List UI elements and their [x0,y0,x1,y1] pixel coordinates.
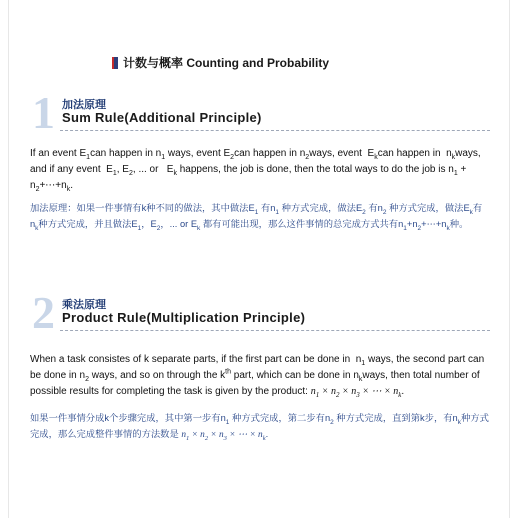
dashed-divider [60,330,490,331]
header-bar-icon [114,57,118,69]
section-sum-rule [30,87,490,232]
right-margin-line [509,0,510,518]
section-title-en: Product Rule(Multiplication Principle) [62,310,306,325]
section-heading [30,287,490,338]
section-title-cn: 乘法原理 [62,299,106,311]
section-title-cn: 加法原理 [62,99,106,111]
product-rule-chinese-text: 如果一件事情分成k个步骤完成，其中第一步有$n_1$ 种方式完成，第二步有$n_2$ 种方式完成，直到第k步，有$n_k$种方式完成，那么完成整件事情的方法数是 $n_1 \times n_2 \times n_3$ × ⋯ × $n_k$. [30,413,489,442]
section-number: 2 [32,287,55,338]
section-product-rule [30,287,490,443]
product-rule-english-text: When a task consistes of k separate parts, if the first part can be done in $n_1$ ways, the second part can be done in $n_2$ ways, and so on through the $k^{th}$ part, which can be done in $n_kways$, then total number of possible results for completing the task is given by the product: $n_1 \times n_2 \times n_3$ × ⋯ × $n_k$. [30,354,485,399]
sum-rule-chinese-text: 加法原理：如果一件事情有k种不同的做法，其中做法$E_1$ 有$n_1$ 种方式完成，做法$E_2$ 有$n_2$ 种方式完成，做法$E_k$有$n_k$种方式完成，并且做法$E_1$，$E_2$，... or $E_k$ 都有可能出现，那么这件事情的总完成方式共有$n_1+n_2+\cdots+n_k$种。 [30,203,483,232]
page-title: 计数与概率 Counting and Probability [123,56,329,70]
sum-rule-english-text: If an event $E_1can$ happen in $n_1$ ways, event $E_2can$ happen in $n_2ways$, event $E_kcan$ happen in $n_kways$, and if any event $E_1$, $E_2$, ... or $E_k$ happens, the job is done, then the total ways to do the job is $n_1$ + $n_2+\cdots+n_k$. [30,148,481,193]
page-header [112,54,329,71]
left-margin-line [8,0,9,518]
dashed-divider [60,130,490,131]
section-number: 1 [32,87,55,138]
section-heading [30,87,490,138]
section-title-en: Sum Rule(Additional Principle) [62,110,262,125]
